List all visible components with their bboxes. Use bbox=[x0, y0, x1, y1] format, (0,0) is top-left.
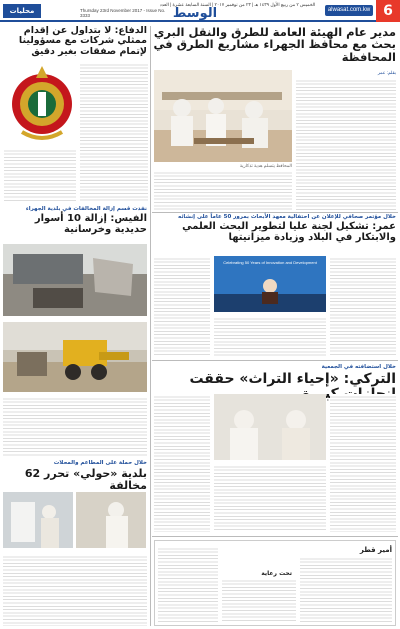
fahaheel-photo-top bbox=[3, 244, 147, 316]
demolition-photo-illustration bbox=[3, 244, 147, 316]
brief-body-text-right bbox=[300, 556, 392, 622]
fahaheel-headline: الفيس: إزالة 10 أسوار حديدية وخرسانية bbox=[34, 213, 147, 235]
fahaheel-kicker: نفذت قسم إزالة المخالفات في بلدية الجهراء bbox=[25, 206, 147, 212]
page-number: 6 bbox=[376, 0, 400, 22]
heritage-body-text-left bbox=[154, 394, 210, 532]
inspector-photo-illustration bbox=[76, 492, 146, 548]
heritage-headline: التركي: «إحياء التراث» حققت bbox=[189, 371, 396, 387]
interview-photo-illustration bbox=[214, 394, 326, 460]
defense-body-text bbox=[80, 62, 148, 202]
research-body-text-right bbox=[330, 256, 396, 356]
section-divider-mid bbox=[152, 360, 398, 361]
road-authority-body-text-lower bbox=[154, 170, 292, 210]
heritage-body-text-right bbox=[330, 394, 396, 532]
municipality-body-text bbox=[3, 554, 147, 626]
research-banner-text: Celebrating 50 Years of Innovation and Development bbox=[223, 260, 317, 265]
research-headline: عمر: تشكيل لجنة عليا لتطوير البحث العلمي والابتكار في البلاد وزيادة ميزانيتها bbox=[182, 221, 396, 243]
column-divider bbox=[150, 26, 151, 626]
municipality-kicker: خلال حملة على المطاعم والمحلات bbox=[53, 460, 147, 466]
research-body-text-left bbox=[154, 256, 210, 356]
fahaheel-photo-bottom bbox=[3, 322, 147, 392]
shop-photo-illustration bbox=[3, 492, 73, 548]
newspaper-logo: الوسط bbox=[172, 6, 218, 21]
heritage-kicker: خلال استضافته في الجمعية bbox=[321, 364, 396, 370]
municipality-photo-right bbox=[76, 492, 146, 548]
brief-heading: أمير قطر bbox=[359, 546, 392, 554]
defense-emblem bbox=[8, 62, 76, 144]
masthead bbox=[0, 0, 400, 22]
research-kicker: خلال مؤتمر صحافي للإعلان عن احتفالية معهد الأبحاث بمرور 50 عاماً على إنشائه bbox=[178, 214, 396, 220]
road-authority-body-text bbox=[296, 78, 396, 210]
section-divider-top bbox=[152, 212, 398, 213]
research-body-text-center bbox=[214, 316, 326, 356]
heritage-photo bbox=[214, 394, 326, 460]
fahaheel-body-text bbox=[3, 396, 147, 456]
crest-icon bbox=[8, 62, 76, 144]
brief-body-text-center bbox=[222, 578, 296, 622]
road-authority-photo bbox=[154, 70, 292, 162]
road-authority-headline: مدير عام الهيئة العامة للطرق والنقل البري بحث مع محافظ الجهراء مشاريع الطرق في المحافظة bbox=[153, 25, 396, 64]
meeting-photo-illustration bbox=[154, 70, 292, 162]
date-line: الخميس ۲ من ربيع الأول ۱٤۳۹ هـ | ۲۳ من نوفمبر ۲۰۱۷ | السنة السابعة عشرة | العدد bbox=[159, 2, 316, 7]
section-label: محليات bbox=[3, 4, 41, 18]
defense-body-text-lower bbox=[4, 148, 76, 202]
issue-line: Thursday 23rd November 2017 - Issue No. 3333 bbox=[80, 8, 166, 18]
heritage-body-text-center bbox=[214, 464, 326, 532]
municipality-photo-left bbox=[3, 492, 73, 548]
website-url[interactable]: alwasat.com.kw bbox=[325, 5, 373, 16]
defense-headline: الدفاع: لا بتداول عن إقدام ممثلي شركات مع مسؤولينا لإتمام صفقات بغير دقيق bbox=[18, 25, 147, 57]
brief-body-text-left bbox=[158, 546, 218, 622]
road-authority-reporter: بقلم: عمر bbox=[377, 70, 396, 75]
municipality-headline: بلدية «حولي» تحرر 62 مخالفة bbox=[24, 467, 147, 492]
bulldozer-photo-illustration bbox=[3, 322, 147, 392]
section-divider-bottom bbox=[152, 536, 398, 537]
research-photo bbox=[214, 256, 326, 312]
brief-subheading: تحت رعاية bbox=[261, 570, 292, 577]
road-authority-photo-caption: المحافظ يتسلم هدية تذكارية bbox=[239, 163, 292, 168]
